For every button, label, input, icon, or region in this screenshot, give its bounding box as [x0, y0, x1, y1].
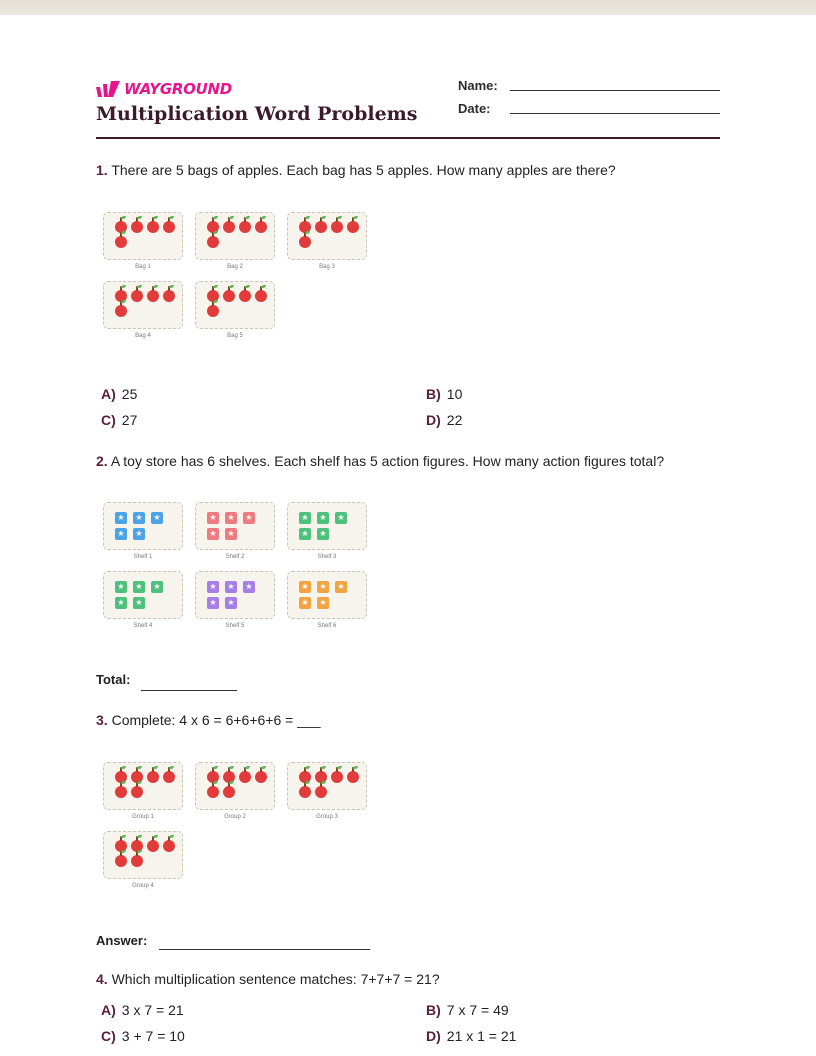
apple-icon — [315, 786, 327, 798]
option-text: 22 — [446, 412, 463, 428]
group-caption: Bag 4 — [135, 333, 151, 339]
action-figure-icon: ★ — [225, 581, 237, 593]
option-text: 25 — [121, 386, 138, 402]
apple-icon — [315, 221, 327, 233]
action-figure-icon: ★ — [133, 597, 145, 609]
action-figure-icon: ★ — [299, 597, 311, 609]
group-caption: Shelf 3 — [317, 554, 337, 560]
action-figure-icon: ★ — [115, 512, 127, 524]
name-field — [458, 78, 720, 93]
date-line[interactable] — [510, 112, 720, 114]
answer-line[interactable] — [159, 949, 370, 950]
q4-option-c[interactable] — [101, 1028, 185, 1044]
option-letter: B) — [426, 1002, 441, 1018]
action-figure-icon: ★ — [225, 528, 237, 540]
apple-icon — [331, 221, 343, 233]
header-divider — [96, 137, 720, 139]
group-items — [299, 580, 363, 609]
group-caption: Group 1 — [132, 814, 154, 820]
apple-icon — [147, 840, 159, 852]
apple-icon — [147, 221, 159, 233]
apple-icon — [131, 855, 143, 867]
group-items — [207, 511, 271, 540]
group-items — [115, 580, 179, 609]
option-text: 27 — [121, 412, 138, 428]
apple-icon — [239, 290, 251, 302]
group-box — [103, 831, 183, 879]
apple-icon — [255, 771, 267, 783]
apple-icon — [255, 221, 267, 233]
group-box — [103, 281, 183, 329]
question-text: Complete: 4 x 6 = 6+6+6+6 = ___ — [111, 712, 321, 728]
q1-option-b[interactable] — [426, 386, 462, 402]
option-letter: C) — [101, 1028, 116, 1044]
option-letter: A) — [101, 1002, 116, 1018]
group-items — [207, 290, 271, 317]
action-figure-icon: ★ — [225, 512, 237, 524]
apple-icon — [115, 855, 127, 867]
option-text: 21 x 1 = 21 — [446, 1028, 517, 1044]
action-figure-icon: ★ — [335, 581, 347, 593]
date-field — [458, 101, 720, 116]
shelf-box — [103, 571, 183, 619]
apple-icon — [299, 236, 311, 248]
q1-option-d[interactable] — [426, 412, 462, 428]
apple-icon — [331, 771, 343, 783]
brand-logo — [96, 80, 232, 98]
q1-option-a[interactable] — [101, 386, 137, 402]
group-items — [299, 511, 363, 540]
total-label: Total: — [96, 672, 131, 687]
apple-icon — [163, 771, 175, 783]
action-figure-icon: ★ — [207, 597, 219, 609]
group-caption: Shelf 6 — [317, 623, 337, 629]
question-1 — [96, 162, 616, 178]
group-items — [299, 771, 363, 798]
action-figure-icon: ★ — [299, 581, 311, 593]
question-4 — [96, 971, 440, 987]
group-items — [207, 221, 271, 248]
group-caption: Shelf 2 — [225, 554, 245, 560]
option-text: 3 x 7 = 21 — [121, 1002, 184, 1018]
group-caption: Bag 3 — [319, 264, 335, 270]
action-figure-icon: ★ — [115, 528, 127, 540]
group-items — [115, 771, 179, 798]
apple-icon — [223, 221, 235, 233]
question-3 — [96, 712, 321, 728]
apple-icon — [131, 221, 143, 233]
group-box — [195, 281, 275, 329]
group-box — [195, 762, 275, 810]
question-number: 2. — [96, 453, 108, 469]
group-items — [207, 580, 271, 609]
action-figure-icon: ★ — [151, 512, 163, 524]
shelf-box — [287, 502, 367, 550]
group-items — [115, 221, 179, 248]
apple-icon — [115, 305, 127, 317]
group-caption: Shelf 5 — [225, 623, 245, 629]
option-letter: B) — [426, 386, 441, 402]
option-text: 3 + 7 = 10 — [121, 1028, 185, 1044]
group-caption: Group 2 — [224, 814, 246, 820]
group-caption: Bag 2 — [227, 264, 243, 270]
group-items — [115, 511, 179, 540]
action-figure-icon: ★ — [207, 512, 219, 524]
q4-option-a[interactable] — [101, 1002, 184, 1018]
apple-icon — [207, 236, 219, 248]
wayground-logo-icon — [96, 81, 120, 98]
group-items — [115, 290, 179, 317]
action-figure-icon: ★ — [317, 528, 329, 540]
option-letter: D) — [426, 412, 441, 428]
action-figure-icon: ★ — [225, 597, 237, 609]
action-figure-icon: ★ — [243, 581, 255, 593]
question-text: A toy store has 6 shelves. Each shelf has 5 action figures. How many action figures total? — [110, 453, 665, 469]
apple-icon — [131, 290, 143, 302]
q1-option-c[interactable] — [101, 412, 137, 428]
action-figure-icon: ★ — [133, 512, 145, 524]
group-box — [287, 762, 367, 810]
group-items — [115, 840, 179, 867]
answer-label: Answer: — [96, 933, 148, 948]
total-answer-line[interactable] — [141, 690, 237, 691]
question-number: 3. — [96, 712, 108, 728]
apple-icon — [223, 786, 235, 798]
action-figure-icon: ★ — [317, 597, 329, 609]
action-figure-icon: ★ — [133, 528, 145, 540]
apple-icon — [223, 290, 235, 302]
action-figure-icon: ★ — [115, 597, 127, 609]
group-box — [287, 212, 367, 260]
question-number: 4. — [96, 971, 108, 987]
group-box — [103, 212, 183, 260]
action-figure-icon: ★ — [335, 512, 347, 524]
date-label: Date: — [458, 101, 491, 116]
action-figure-icon: ★ — [243, 512, 255, 524]
group-box — [195, 212, 275, 260]
apple-icon — [255, 290, 267, 302]
option-letter: A) — [101, 386, 116, 402]
group-caption: Bag 1 — [135, 264, 151, 270]
q4-option-d[interactable] — [426, 1028, 516, 1044]
action-figure-icon: ★ — [151, 581, 163, 593]
apple-icon — [147, 771, 159, 783]
group-caption: Shelf 1 — [133, 554, 153, 560]
apple-icon — [299, 786, 311, 798]
top-bar — [0, 0, 816, 15]
action-figure-icon: ★ — [299, 528, 311, 540]
apple-icon — [147, 290, 159, 302]
shelf-box — [195, 502, 275, 550]
apple-icon — [239, 771, 251, 783]
option-letter: C) — [101, 412, 116, 428]
apple-icon — [239, 221, 251, 233]
apple-icon — [115, 236, 127, 248]
action-figure-icon: ★ — [207, 581, 219, 593]
action-figure-icon: ★ — [115, 581, 127, 593]
action-figure-icon: ★ — [317, 581, 329, 593]
apple-icon — [163, 840, 175, 852]
group-caption: Group 3 — [316, 814, 338, 820]
group-caption: Group 4 — [132, 883, 154, 889]
name-line[interactable] — [510, 89, 720, 91]
apple-icon — [115, 786, 127, 798]
group-items — [207, 771, 271, 798]
apple-icon — [207, 305, 219, 317]
apple-icon — [131, 786, 143, 798]
question-2 — [96, 453, 664, 469]
question-number: 1. — [96, 162, 108, 178]
group-caption: Bag 5 — [227, 333, 243, 339]
group-box — [103, 762, 183, 810]
apple-icon — [163, 290, 175, 302]
name-label: Name: — [458, 78, 498, 93]
option-text: 10 — [446, 386, 463, 402]
question-text: There are 5 bags of apples. Each bag has 5 apples. How many apples are there? — [111, 162, 616, 178]
brand-name: WAYGROUND — [124, 80, 232, 98]
apple-icon — [347, 221, 359, 233]
q4-option-b[interactable] — [426, 1002, 509, 1018]
option-letter: D) — [426, 1028, 441, 1044]
group-caption: Shelf 4 — [133, 623, 153, 629]
question-text: Which multiplication sentence matches: 7+7+7 = 21? — [111, 971, 440, 987]
shelf-box — [287, 571, 367, 619]
apple-icon — [347, 771, 359, 783]
worksheet-title: Multiplication Word Problems — [96, 103, 418, 125]
shelf-box — [103, 502, 183, 550]
apple-icon — [163, 221, 175, 233]
action-figure-icon: ★ — [317, 512, 329, 524]
action-figure-icon: ★ — [207, 528, 219, 540]
option-text: 7 x 7 = 49 — [446, 1002, 509, 1018]
group-items — [299, 221, 363, 248]
action-figure-icon: ★ — [133, 581, 145, 593]
shelf-box — [195, 571, 275, 619]
action-figure-icon: ★ — [299, 512, 311, 524]
apple-icon — [207, 786, 219, 798]
